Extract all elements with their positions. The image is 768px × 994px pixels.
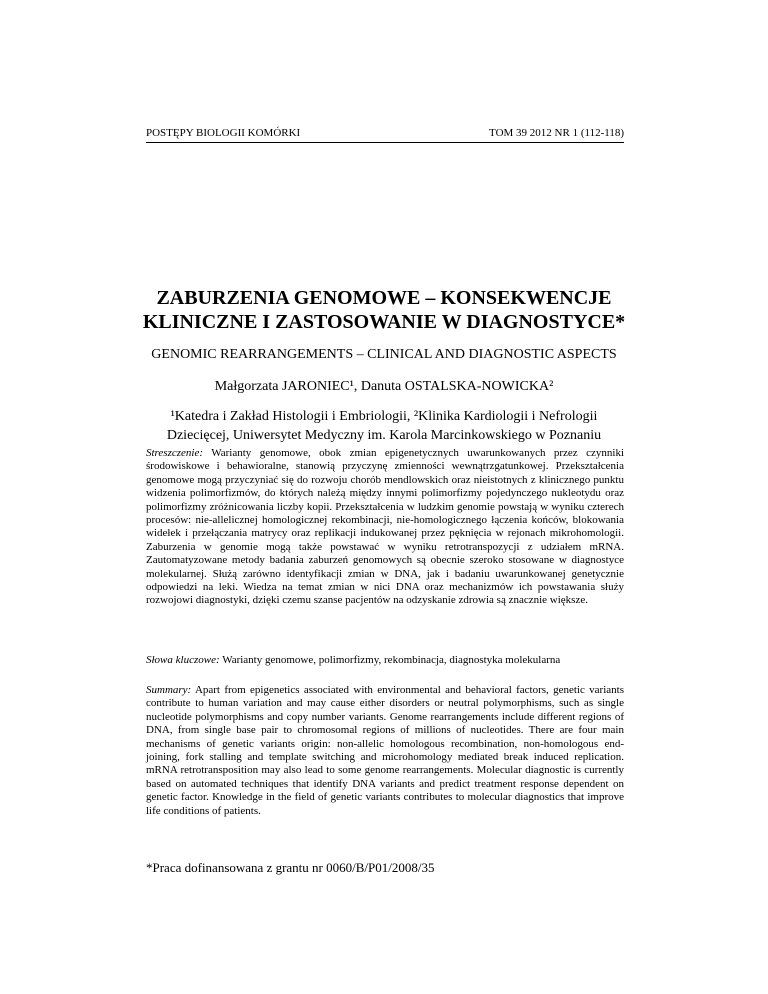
funding-footnote: *Praca dofinansowana z grantu nr 0060/B/P01/2008/35 (146, 860, 435, 875)
affiliation (100, 407, 668, 445)
streszczenie-text: Warianty genomowe, obok zmian epigenetycznych uwarunkowanych przez czynniki środowiskowe i behawioralne, stanowią przyczynę zmienności wewnątrzgatunkowej. Przekształcenia genomowe mogą przyczyniać się do rozwoju chorób mendlowskich oraz nieistotnych z klinicznego punktu widzenia polimorfizmów, do których należą między innymi polimorfizmy pojedynczego nukleotydu oraz polimorfizmy zróżnicowania liczby kopii. Przekształcenia w ludzkim genomie powstają w wyniku czterech procesów: nie-allelicznej homologicznej rekombinacji, nie-homologicznego łączenia końców, blokowania widełek i przełączania matrycy oraz replikacji indukowanej przez pęknięcia w rejonach mikrohomologii. Zaburzenia w genomie mogą także powstawać w wyniku retrotranspozycji z udziałem mRNA. Zautomatyzowane metody badania zaburzeń genomowych są obecnie szeroko stosowane w diagnostyce molekularnej. Służą zarówno identyfikacji zmian w DNA, jak i badaniu uwarunkowanej genetycznie odpowiedzi na leki. Wiedza na temat zmian w nici DNA oraz mechanizmów ich powstawania służy rozwojowi diagnostyki, dzięki czemu szanse pacjentów na odzyskanie zdrowia są znacznie większe. (146, 447, 624, 607)
polish-abstract (146, 447, 624, 608)
authors: Małgorzata JARONIEC¹, Danuta OSTALSKA-NOWICKA² (214, 379, 554, 394)
title-line-2: KLINICZNE I ZASTOSOWANIE W DIAGNOSTYCE* (142, 311, 626, 333)
keywords-text: Warianty genomowe, polimorfizmy, rekombinacja, diagnostyka molekularna (219, 654, 561, 666)
english-abstract (146, 684, 624, 818)
running-header (146, 126, 624, 143)
summary-text: Apart from epigenetics associated with environmental and behavioral factors, genetic variants contribute to human variation and may cause either disorders or neutral polymorphisms, such as single nucleotide polymorphisms and copy number variants. Genome rearrangements include different regions of DNA, from single base pair to chromosomal regions of millions of nucleotides. There are four main mechanisms of genetic variants origin: non-allelic homologous recombination, non-homologous end-joining, fork stalling and template switching and microhomology mediated break induced replication. mRNA retrotransposition may also lead to some genome rearrangements. Molecular diagnostic is currently based on automated techniques that identify DNA variants and predict treatment response dependent on genetic factor. Knowledge in the field of genetic variants contributes to molecular diagnostics that improve life conditions of patients. (146, 684, 624, 817)
summary-label: Summary: (146, 684, 192, 696)
affiliation-line-2: Dziecięcej, Uniwersytet Medyczny im. Karola Marcinkowskiego w Poznaniu (166, 428, 602, 443)
streszczenie-label: Streszczenie: (146, 447, 204, 459)
affiliation-line-1: ¹Katedra i Zakład Histologii i Embriologii, ²Klinika Kardiologii i Nefrologii (170, 409, 598, 424)
keywords-label: Słowa kluczowe: (146, 654, 220, 666)
keywords (146, 654, 624, 667)
article-title (100, 286, 668, 334)
title-line-1: ZABURZENIA GENOMOWE – KONSEKWENCJE (156, 287, 612, 309)
english-title: GENOMIC REARRANGEMENTS – CLINICAL AND DIAGNOSTIC ASPECTS (151, 347, 617, 362)
journal-name: POSTĘPY BIOLOGII KOMÓRKI (146, 127, 301, 139)
volume-info: TOM 39 2012 NR 1 (112-118) (489, 127, 624, 139)
